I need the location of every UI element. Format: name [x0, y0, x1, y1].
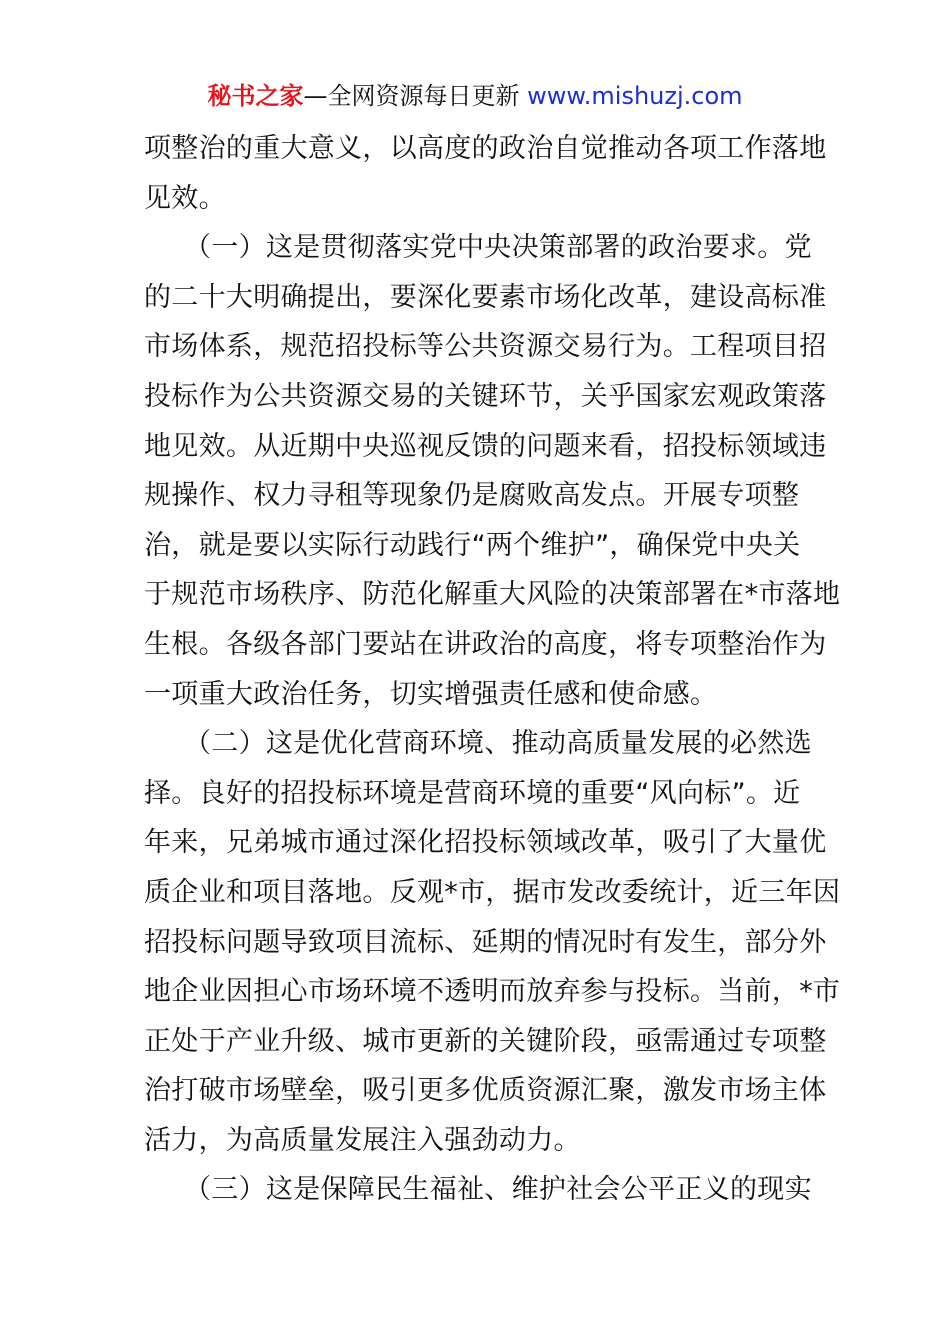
paragraph-heading-2: （二）这是优化营商环境、推动高质量发展的必然选	[184, 728, 812, 760]
text-line: 地企业因担心市场环境不透明而放弃参与投标。当前，*市	[144, 976, 841, 1008]
text-line: 项整治的重大意义，以高度的政治自觉推动各项工作落地	[144, 133, 827, 164]
text-line: 年来，兄弟城市通过深化招投标领域改革，吸引了大量优	[144, 827, 827, 859]
text-line: 择。良好的招投标环境是营商环境的重要“风向标”。近	[144, 777, 801, 809]
text-line: 生根。各级各部门要站在讲政治的高度，将专项整治作为	[144, 628, 827, 660]
site-header	[0, 80, 950, 112]
header-tagline: —全网资源每日更新	[303, 82, 528, 110]
text-line: 规操作、权力寻租等现象仍是腐败高发点。开展专项整	[144, 480, 800, 512]
text-line: 市场体系，规范招投标等公共资源交易行为。工程项目招	[144, 331, 827, 363]
text-line: 于规范市场秩序、防范化解重大风险的决策部署在*市落地	[144, 579, 841, 611]
paragraph-heading-3: （三）这是保障民生福祉、维护社会公平正义的现实	[184, 1174, 812, 1206]
text-line: 招投标问题导致项目流标、延期的情况时有发生，部分外	[144, 926, 827, 958]
text-line: 地见效。从近期中央巡视反馈的问题来看，招投标领域违	[144, 430, 827, 462]
text-line: 质企业和项目落地。反观*市，据市发改委统计，近三年因	[144, 876, 841, 908]
text-line: 的二十大明确提出，要深化要素市场化改革，建设高标准	[144, 281, 827, 313]
text-line: 活力，为高质量发展注入强劲动力。	[144, 1124, 581, 1156]
text-line: 一项重大政治任务，切实增强责任感和使命感。	[144, 678, 718, 710]
document-body	[144, 124, 841, 1215]
text-line: 见效。	[144, 182, 226, 214]
text-line: 治打破市场壁垒，吸引更多优质资源汇聚，激发市场主体	[144, 1075, 827, 1107]
site-url-link[interactable]: www.mishuzj.com	[527, 82, 743, 110]
brand-name: 秘书之家	[207, 82, 304, 110]
paragraph-heading-1: （一）这是贯彻落实党中央决策部署的政治要求。党	[184, 232, 812, 264]
text-line: 投标作为公共资源交易的关键环节，关乎国家宏观政策落	[144, 380, 827, 412]
text-line: 正处于产业升级、城市更新的关键阶段，亟需通过专项整	[144, 1025, 827, 1057]
text-line: 治，就是要以实际行动践行“两个维护”，确保党中央关	[144, 529, 801, 561]
